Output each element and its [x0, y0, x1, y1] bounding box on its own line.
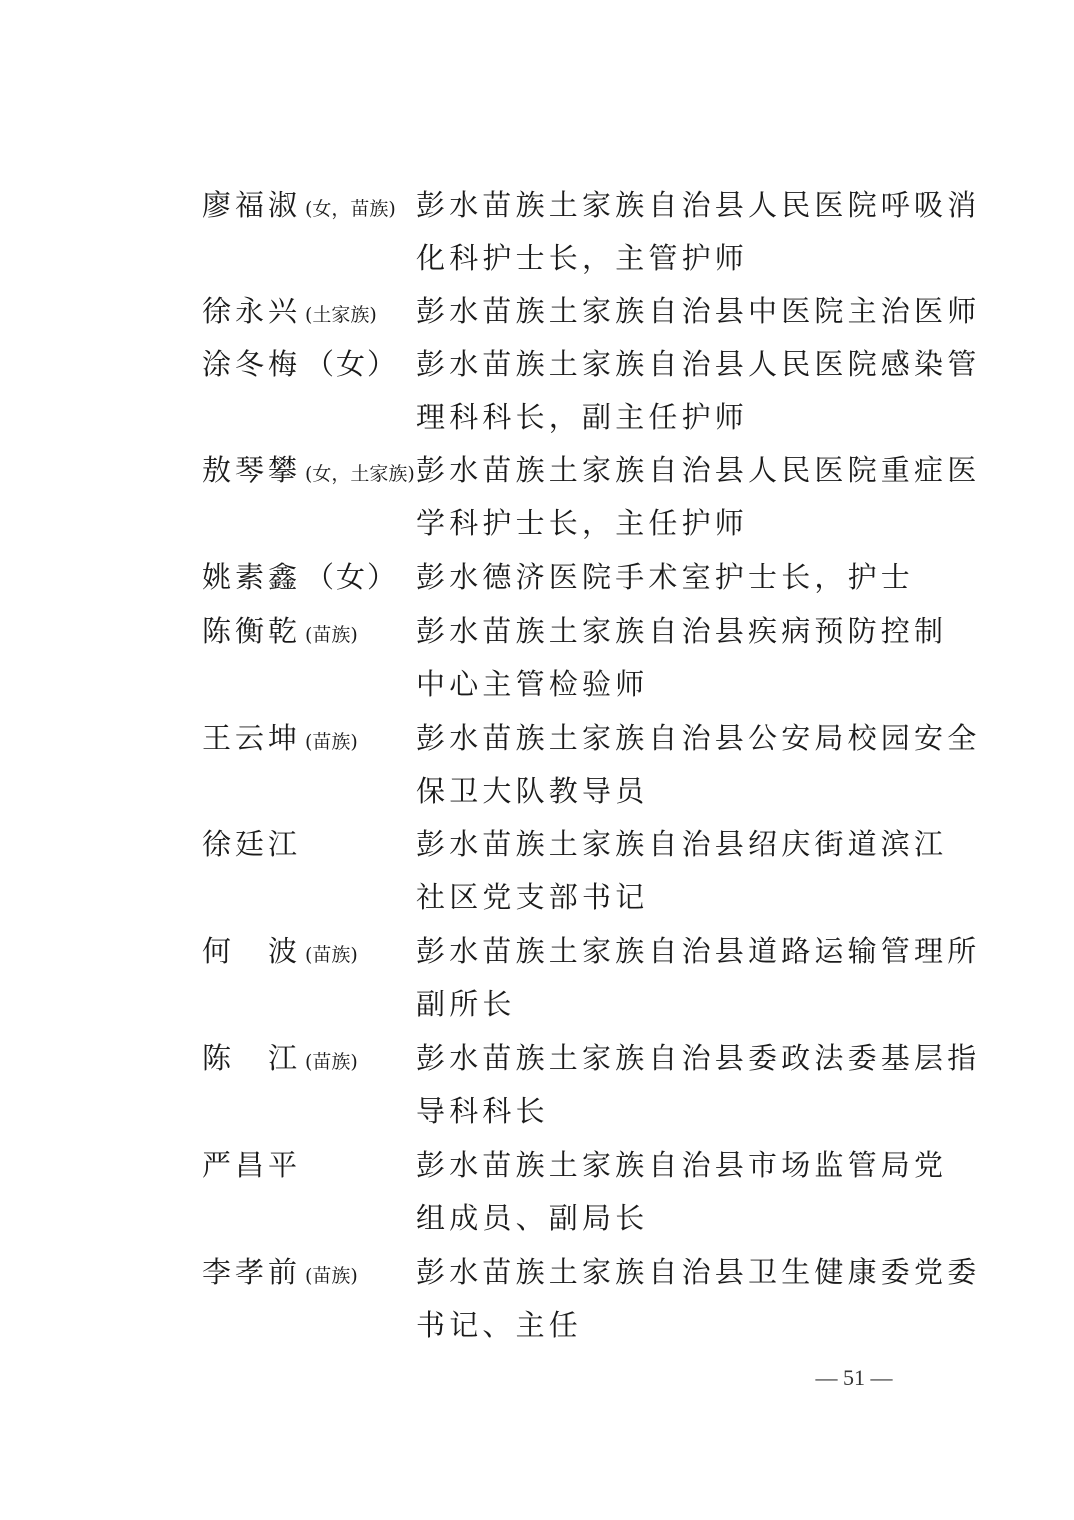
person-note: (苗族): [305, 731, 358, 753]
position-line: 彭水苗族土家族自治县疾病预防控制: [416, 614, 948, 648]
person-name: 何 波 (苗族): [202, 934, 358, 968]
position-line: 理科科长，副主任护师: [416, 400, 749, 434]
person-name: 敖琴攀 (女，土家族): [202, 453, 415, 487]
position-line: 彭水苗族土家族自治县中医院主治医师: [416, 294, 981, 328]
person-name: 姚素鑫 （女）: [202, 560, 399, 594]
position-line: 书记、主任: [416, 1308, 583, 1342]
position-line: 彭水苗族土家族自治县卫生健康委党委: [416, 1255, 981, 1289]
person-note: (女，土家族): [305, 463, 415, 485]
person-note: (女，苗族): [305, 198, 396, 220]
position-line: 彭水苗族土家族自治县人民医院呼吸消: [416, 188, 981, 222]
position-line: 彭水德济医院手术室护士长，护士: [416, 560, 915, 594]
person-name: 严昌平: [202, 1148, 302, 1182]
person-note: （女）: [305, 560, 399, 594]
person-name: 廖福淑 (女，苗族): [202, 188, 396, 222]
person-name: 徐廷江: [202, 827, 302, 861]
position-line: 彭水苗族土家族自治县公安局校园安全: [416, 721, 981, 755]
position-line: 彭水苗族土家族自治县道路运输管理所: [416, 934, 981, 968]
position-line: 彭水苗族土家族自治县市场监管局党: [416, 1148, 948, 1182]
position-line: 彭水苗族土家族自治县人民医院感染管: [416, 347, 981, 381]
position-line: 中心主管检验师: [416, 667, 649, 701]
person-note: (苗族): [305, 944, 358, 966]
position-line: 导科科长: [416, 1094, 549, 1128]
person-name: 李孝前 (苗族): [202, 1255, 358, 1289]
person-name: 王云坤 (苗族): [202, 721, 358, 755]
page-number: — 51 —: [815, 1365, 893, 1390]
position-line: 彭水苗族土家族自治县委政法委基层指: [416, 1041, 981, 1075]
person-name: 陈衡乾 (苗族): [202, 614, 358, 648]
person-name: 陈 江 (苗族): [202, 1041, 358, 1075]
person-note: (苗族): [305, 1051, 358, 1073]
position-line: 副所长: [416, 987, 516, 1021]
position-line: 社区党支部书记: [416, 880, 649, 914]
person-note: (苗族): [305, 1265, 358, 1287]
position-line: 化科护士长，主管护师: [416, 241, 749, 275]
position-line: 学科护士长，主任护师: [416, 506, 749, 540]
position-line: 彭水苗族土家族自治县绍庆街道滨江: [416, 827, 948, 861]
person-name: 徐永兴 (土家族): [202, 294, 377, 328]
person-name: 涂冬梅 （女）: [202, 347, 399, 381]
position-line: 保卫大队教导员: [416, 774, 649, 808]
person-note: (苗族): [305, 624, 358, 646]
person-note: (土家族): [305, 304, 377, 326]
position-line: 彭水苗族土家族自治县人民医院重症医: [416, 453, 981, 487]
person-note: （女）: [305, 347, 399, 381]
position-line: 组成员、副局长: [416, 1201, 649, 1235]
